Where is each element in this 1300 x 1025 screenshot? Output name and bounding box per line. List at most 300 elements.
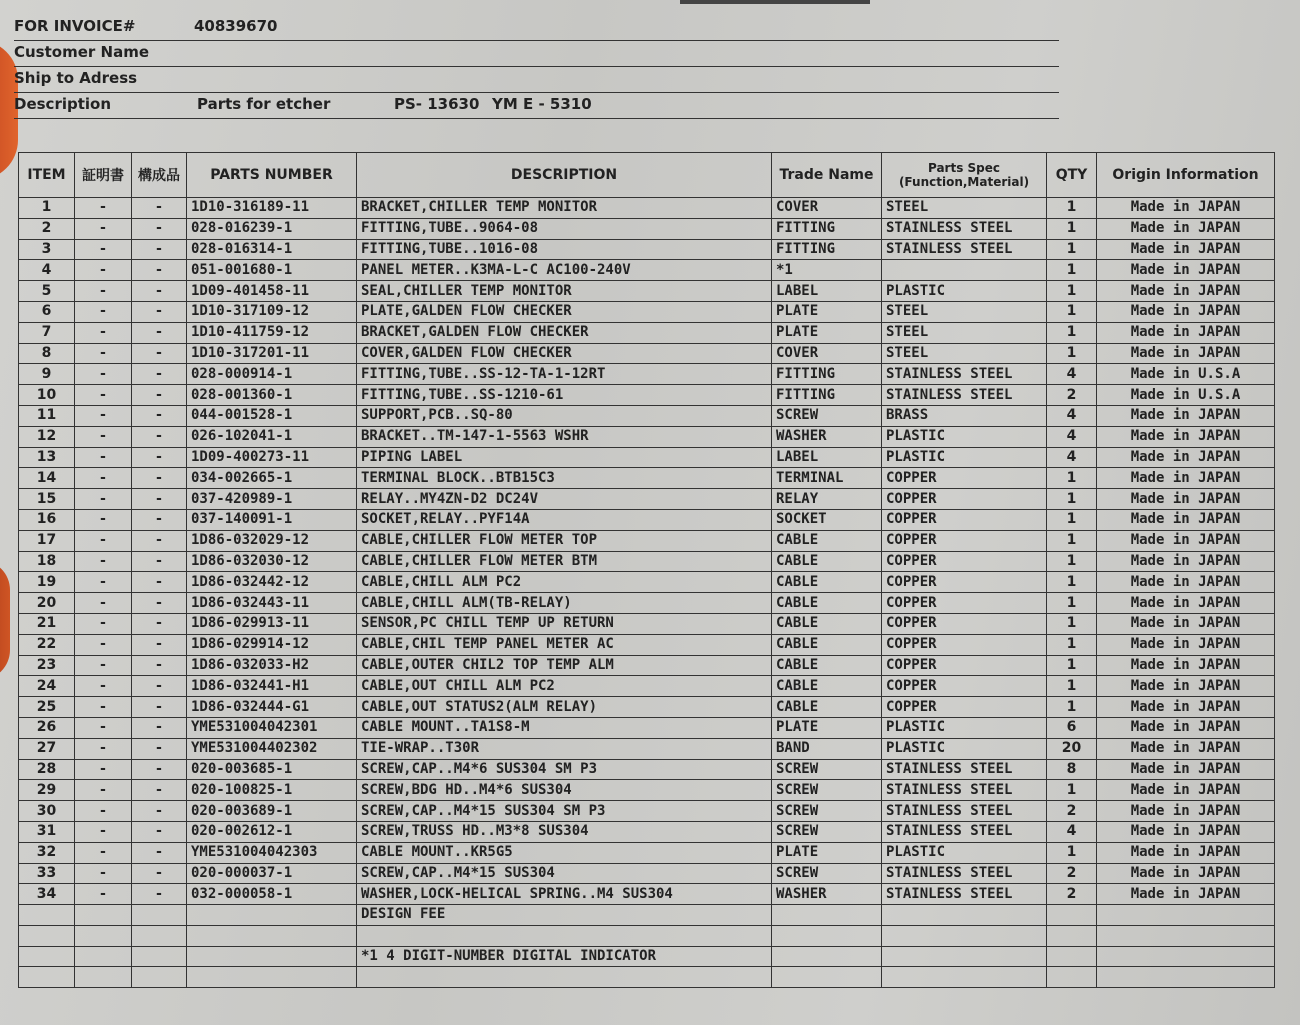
table-row [19, 759, 1275, 780]
cell-origin: Made in JAPAN [1097, 301, 1275, 322]
cell-origin: Made in JAPAN [1097, 697, 1275, 718]
cell-qty: 2 [1047, 863, 1097, 884]
cell-item: 34 [19, 884, 75, 905]
cell-parts-number [187, 925, 357, 946]
cell-trade-name: FITTING [772, 364, 882, 385]
cell-parts-spec: STEEL [882, 198, 1047, 219]
cell-component: - [132, 218, 187, 239]
table-row [19, 260, 1275, 281]
col-origin: Origin Information [1097, 153, 1275, 198]
cell-qty: 8 [1047, 759, 1097, 780]
cell-parts-number: YME531004402302 [187, 738, 357, 759]
cell-item: 17 [19, 530, 75, 551]
cell-qty: 1 [1047, 572, 1097, 593]
cell-origin: Made in JAPAN [1097, 842, 1275, 863]
cell-component: - [132, 198, 187, 219]
cell-component [132, 925, 187, 946]
invoice-row [14, 14, 1059, 41]
description-row [14, 92, 1059, 119]
cell-component: - [132, 426, 187, 447]
table-row [19, 509, 1275, 530]
cell-certificate: - [75, 759, 132, 780]
cell-certificate: - [75, 489, 132, 510]
cell-trade-name: WASHER [772, 426, 882, 447]
cell-origin: Made in JAPAN [1097, 260, 1275, 281]
cell-item [19, 946, 75, 967]
cell-component: - [132, 301, 187, 322]
cell-parts-spec: COPPER [882, 697, 1047, 718]
cell-certificate: - [75, 801, 132, 822]
cell-origin: Made in JAPAN [1097, 218, 1275, 239]
table-row [19, 301, 1275, 322]
cell-certificate: - [75, 676, 132, 697]
cell-parts-number: 1D86-029913-11 [187, 613, 357, 634]
cell-parts-spec: STAINLESS STEEL [882, 218, 1047, 239]
cell-trade-name: TERMINAL [772, 468, 882, 489]
cell-parts-spec: PLASTIC [882, 717, 1047, 738]
cell-description: CABLE,CHILL ALM(TB-RELAY) [357, 593, 772, 614]
cell-component: - [132, 281, 187, 302]
cell-qty: 1 [1047, 676, 1097, 697]
cell-item: 2 [19, 218, 75, 239]
cell-certificate: - [75, 530, 132, 551]
cell-component: - [132, 863, 187, 884]
cell-item [19, 967, 75, 988]
cell-component: - [132, 780, 187, 801]
table-row [19, 738, 1275, 759]
cell-item: 8 [19, 343, 75, 364]
cell-trade-name: CABLE [772, 551, 882, 572]
cell-component: - [132, 530, 187, 551]
cell-description: WASHER,LOCK-HELICAL SPRING..M4 SUS304 [357, 884, 772, 905]
cell-qty: 1 [1047, 634, 1097, 655]
model-number: YM E - 5310 [492, 95, 592, 113]
cell-trade-name: SCREW [772, 780, 882, 801]
cell-origin: Made in JAPAN [1097, 738, 1275, 759]
cell-trade-name: BAND [772, 738, 882, 759]
cell-parts-number: 037-420989-1 [187, 489, 357, 510]
table-row [19, 405, 1275, 426]
cell-item: 32 [19, 842, 75, 863]
cell-qty: 1 [1047, 281, 1097, 302]
table-row [19, 884, 1275, 905]
cell-certificate [75, 946, 132, 967]
cell-origin: Made in JAPAN [1097, 634, 1275, 655]
cell-parts-spec: COPPER [882, 489, 1047, 510]
cell-trade-name: WASHER [772, 884, 882, 905]
cell-origin: Made in U.S.A [1097, 385, 1275, 406]
cell-component: - [132, 489, 187, 510]
table-row [19, 281, 1275, 302]
cell-trade-name: COVER [772, 343, 882, 364]
cell-certificate: - [75, 260, 132, 281]
cell-parts-spec: COPPER [882, 676, 1047, 697]
cell-qty: 6 [1047, 717, 1097, 738]
cell-parts-number: 1D86-032443-11 [187, 593, 357, 614]
cell-certificate: - [75, 551, 132, 572]
cell-qty: 4 [1047, 426, 1097, 447]
cell-parts-number: 1D10-317201-11 [187, 343, 357, 364]
cell-item: 4 [19, 260, 75, 281]
cell-parts-number: 051-001680-1 [187, 260, 357, 281]
description-value: Parts for etcher [197, 95, 331, 113]
cell-description: CABLE,CHILLER FLOW METER BTM [357, 551, 772, 572]
table-row [19, 322, 1275, 343]
cell-item: 22 [19, 634, 75, 655]
table-row [19, 198, 1275, 219]
cell-trade-name: FITTING [772, 218, 882, 239]
cell-parts-spec: STAINLESS STEEL [882, 780, 1047, 801]
cell-parts-spec [882, 946, 1047, 967]
cell-component: - [132, 364, 187, 385]
cell-trade-name: *1 [772, 260, 882, 281]
cell-origin: Made in JAPAN [1097, 281, 1275, 302]
cell-origin: Made in JAPAN [1097, 884, 1275, 905]
cell-item: 12 [19, 426, 75, 447]
cell-certificate [75, 967, 132, 988]
cell-certificate: - [75, 405, 132, 426]
cell-parts-spec: PLASTIC [882, 738, 1047, 759]
customer-label: Customer Name [14, 43, 149, 61]
cell-item: 31 [19, 821, 75, 842]
cell-parts-number: 1D09-400273-11 [187, 447, 357, 468]
cell-parts-spec: STAINLESS STEEL [882, 801, 1047, 822]
cell-qty [1047, 967, 1097, 988]
col-parts-spec [882, 153, 1047, 198]
table-row [19, 530, 1275, 551]
cell-certificate: - [75, 198, 132, 219]
cell-trade-name: CABLE [772, 613, 882, 634]
cell-qty: 1 [1047, 655, 1097, 676]
cell-origin: Made in JAPAN [1097, 509, 1275, 530]
cell-description: CABLE MOUNT..KR5G5 [357, 842, 772, 863]
cell-parts-number: 1D86-032442-12 [187, 572, 357, 593]
cell-trade-name: SCREW [772, 863, 882, 884]
cell-parts-number: 034-002665-1 [187, 468, 357, 489]
cell-item: 23 [19, 655, 75, 676]
table-row [19, 655, 1275, 676]
cell-parts-spec: STAINLESS STEEL [882, 364, 1047, 385]
table-row [19, 218, 1275, 239]
cell-parts-number: 1D86-032033-H2 [187, 655, 357, 676]
table-row [19, 780, 1275, 801]
cell-origin: Made in U.S.A [1097, 364, 1275, 385]
cell-parts-spec [882, 905, 1047, 926]
cell-item: 15 [19, 489, 75, 510]
cell-certificate: - [75, 447, 132, 468]
cell-item: 9 [19, 364, 75, 385]
cell-item: 1 [19, 198, 75, 219]
cell-origin: Made in JAPAN [1097, 489, 1275, 510]
cell-parts-number: 044-001528-1 [187, 405, 357, 426]
cell-certificate: - [75, 572, 132, 593]
cell-parts-spec: STEEL [882, 343, 1047, 364]
cell-trade-name: CABLE [772, 634, 882, 655]
cell-certificate [75, 925, 132, 946]
cell-trade-name [772, 946, 882, 967]
table-row [19, 925, 1275, 946]
cell-description: FITTING,TUBE..SS-12-TA-1-12RT [357, 364, 772, 385]
col-certificate: 証明書 [75, 153, 132, 198]
table-row [19, 842, 1275, 863]
cell-origin: Made in JAPAN [1097, 759, 1275, 780]
col-item: ITEM [19, 153, 75, 198]
cell-origin: Made in JAPAN [1097, 239, 1275, 260]
top-edge-mark [680, 0, 870, 4]
table-row [19, 385, 1275, 406]
cell-certificate: - [75, 634, 132, 655]
cell-description: CABLE,CHILL ALM PC2 [357, 572, 772, 593]
table-row [19, 468, 1275, 489]
cell-description: PIPING LABEL [357, 447, 772, 468]
cell-trade-name: SCREW [772, 801, 882, 822]
cell-trade-name: SCREW [772, 821, 882, 842]
cell-parts-spec: COPPER [882, 509, 1047, 530]
cell-description: RELAY..MY4ZN-D2 DC24V [357, 489, 772, 510]
cell-item: 13 [19, 447, 75, 468]
cell-parts-number: 028-016314-1 [187, 239, 357, 260]
cell-item: 14 [19, 468, 75, 489]
cell-parts-spec: PLASTIC [882, 447, 1047, 468]
cell-component: - [132, 322, 187, 343]
cell-item: 33 [19, 863, 75, 884]
cell-parts-number: 026-102041-1 [187, 426, 357, 447]
cell-certificate: - [75, 884, 132, 905]
cell-certificate: - [75, 842, 132, 863]
cell-parts-number: 028-016239-1 [187, 218, 357, 239]
cell-item: 24 [19, 676, 75, 697]
cell-qty: 1 [1047, 322, 1097, 343]
cell-component: - [132, 821, 187, 842]
cell-component: - [132, 405, 187, 426]
cell-description [357, 925, 772, 946]
table-row [19, 697, 1275, 718]
table-row [19, 343, 1275, 364]
ps-number: PS- 13630 [394, 95, 480, 113]
cell-certificate: - [75, 343, 132, 364]
cell-certificate: - [75, 385, 132, 406]
cell-item: 29 [19, 780, 75, 801]
cell-parts-spec: COPPER [882, 634, 1047, 655]
cell-qty: 2 [1047, 884, 1097, 905]
cell-item: 21 [19, 613, 75, 634]
cell-qty: 1 [1047, 218, 1097, 239]
table-row [19, 613, 1275, 634]
cell-qty: 1 [1047, 260, 1097, 281]
cell-parts-spec: STEEL [882, 322, 1047, 343]
cell-origin: Made in JAPAN [1097, 322, 1275, 343]
cell-description: DESIGN FEE [357, 905, 772, 926]
cell-origin: Made in JAPAN [1097, 198, 1275, 219]
cell-certificate: - [75, 509, 132, 530]
invoice-label: FOR INVOICE# [14, 17, 136, 35]
cell-item: 30 [19, 801, 75, 822]
cell-component: - [132, 509, 187, 530]
cell-component: - [132, 593, 187, 614]
cell-component: - [132, 634, 187, 655]
cell-component [132, 967, 187, 988]
table-row [19, 489, 1275, 510]
cell-item: 26 [19, 717, 75, 738]
table-row [19, 717, 1275, 738]
cell-item: 7 [19, 322, 75, 343]
cell-certificate: - [75, 613, 132, 634]
cell-qty: 1 [1047, 489, 1097, 510]
cell-trade-name: SOCKET [772, 509, 882, 530]
cell-description: SCREW,CAP..M4*6 SUS304 SM P3 [357, 759, 772, 780]
cell-item: 28 [19, 759, 75, 780]
cell-parts-spec: STAINLESS STEEL [882, 239, 1047, 260]
cell-trade-name [772, 967, 882, 988]
cell-origin: Made in JAPAN [1097, 863, 1275, 884]
cell-description: SEAL,CHILLER TEMP MONITOR [357, 281, 772, 302]
col-parts-spec-sub: (Function,Material) [898, 175, 1030, 189]
cell-component: - [132, 385, 187, 406]
table-row [19, 551, 1275, 572]
cell-certificate: - [75, 281, 132, 302]
cell-origin [1097, 925, 1275, 946]
cell-origin: Made in JAPAN [1097, 717, 1275, 738]
cell-parts-number: 1D86-029914-12 [187, 634, 357, 655]
cell-qty: 1 [1047, 468, 1097, 489]
cell-parts-number [187, 967, 357, 988]
cell-trade-name: CABLE [772, 655, 882, 676]
cell-origin: Made in JAPAN [1097, 676, 1275, 697]
col-parts-spec-title: Parts Spec [927, 161, 1001, 175]
cell-qty: 4 [1047, 447, 1097, 468]
cell-description: SCREW,CAP..M4*15 SUS304 [357, 863, 772, 884]
cell-item: 6 [19, 301, 75, 322]
cell-parts-number: 1D86-032444-G1 [187, 697, 357, 718]
cell-parts-number: YME531004042303 [187, 842, 357, 863]
cell-description: BRACKET,CHILLER TEMP MONITOR [357, 198, 772, 219]
cell-component: - [132, 697, 187, 718]
cell-parts-number: 1D86-032441-H1 [187, 676, 357, 697]
cell-parts-spec: COPPER [882, 655, 1047, 676]
cell-parts-number: 032-000058-1 [187, 884, 357, 905]
cell-certificate: - [75, 239, 132, 260]
cell-description: CABLE MOUNT..TA1S8-M [357, 717, 772, 738]
cell-qty: 1 [1047, 697, 1097, 718]
table-row [19, 967, 1275, 988]
cell-qty: 2 [1047, 385, 1097, 406]
cell-parts-spec: COPPER [882, 468, 1047, 489]
cell-description: BRACKET..TM-147-1-5563 WSHR [357, 426, 772, 447]
cell-description: SOCKET,RELAY..PYF14A [357, 509, 772, 530]
cell-origin [1097, 967, 1275, 988]
cell-parts-spec: STEEL [882, 301, 1047, 322]
cell-component: - [132, 572, 187, 593]
cell-qty [1047, 905, 1097, 926]
cell-origin: Made in JAPAN [1097, 426, 1275, 447]
cell-description: PANEL METER..K3MA-L-C AC100-240V [357, 260, 772, 281]
cell-parts-spec: STAINLESS STEEL [882, 884, 1047, 905]
parts-table [18, 152, 1275, 988]
cell-parts-spec: STAINLESS STEEL [882, 759, 1047, 780]
cell-certificate: - [75, 468, 132, 489]
cell-parts-spec [882, 925, 1047, 946]
col-qty: QTY [1047, 153, 1097, 198]
col-component: 構成品 [132, 153, 187, 198]
cell-qty: 1 [1047, 239, 1097, 260]
cell-origin: Made in JAPAN [1097, 593, 1275, 614]
cell-trade-name: SCREW [772, 405, 882, 426]
cell-parts-spec [882, 260, 1047, 281]
cell-component: - [132, 759, 187, 780]
table-row [19, 634, 1275, 655]
cell-parts-number [187, 946, 357, 967]
cell-description: SCREW,CAP..M4*15 SUS304 SM P3 [357, 801, 772, 822]
cell-parts-number: 020-003685-1 [187, 759, 357, 780]
cell-certificate: - [75, 697, 132, 718]
cell-qty: 1 [1047, 780, 1097, 801]
table-row [19, 239, 1275, 260]
cell-item: 27 [19, 738, 75, 759]
cell-description: BRACKET,GALDEN FLOW CHECKER [357, 322, 772, 343]
cell-certificate: - [75, 218, 132, 239]
cell-qty: 4 [1047, 364, 1097, 385]
cell-trade-name: LABEL [772, 447, 882, 468]
cell-origin: Made in JAPAN [1097, 613, 1275, 634]
cell-description [357, 967, 772, 988]
cell-description: FITTING,TUBE..1016-08 [357, 239, 772, 260]
cell-description: TIE-WRAP..T30R [357, 738, 772, 759]
description-label: Description [14, 95, 112, 113]
table-row [19, 676, 1275, 697]
cell-item: 3 [19, 239, 75, 260]
cell-origin: Made in JAPAN [1097, 343, 1275, 364]
cell-certificate: - [75, 364, 132, 385]
cell-trade-name: RELAY [772, 489, 882, 510]
cell-qty: 4 [1047, 405, 1097, 426]
cell-item [19, 925, 75, 946]
cell-parts-number: 1D86-032029-12 [187, 530, 357, 551]
ship-label: Ship to Adress [14, 69, 138, 87]
cell-trade-name: PLATE [772, 322, 882, 343]
cell-component: - [132, 655, 187, 676]
cell-description: FITTING,TUBE..9064-08 [357, 218, 772, 239]
cell-qty: 1 [1047, 613, 1097, 634]
cell-item [19, 905, 75, 926]
cell-trade-name [772, 925, 882, 946]
cell-item: 25 [19, 697, 75, 718]
cell-component: - [132, 551, 187, 572]
cell-parts-number: 1D09-401458-11 [187, 281, 357, 302]
cell-item: 5 [19, 281, 75, 302]
cell-component: - [132, 676, 187, 697]
cell-component: - [132, 717, 187, 738]
cell-trade-name: FITTING [772, 385, 882, 406]
cell-parts-number: YME531004042301 [187, 717, 357, 738]
cell-parts-spec: COPPER [882, 613, 1047, 634]
cell-parts-number: 1D86-032030-12 [187, 551, 357, 572]
cell-certificate: - [75, 301, 132, 322]
cell-parts-spec [882, 967, 1047, 988]
cell-trade-name: PLATE [772, 842, 882, 863]
cell-parts-number: 037-140091-1 [187, 509, 357, 530]
cell-item: 10 [19, 385, 75, 406]
cell-item: 19 [19, 572, 75, 593]
cell-item: 16 [19, 509, 75, 530]
cell-item: 20 [19, 593, 75, 614]
cell-certificate: - [75, 593, 132, 614]
cell-trade-name: LABEL [772, 281, 882, 302]
cell-certificate: - [75, 717, 132, 738]
cell-parts-spec: BRASS [882, 405, 1047, 426]
table-row [19, 447, 1275, 468]
cell-parts-number: 1D10-411759-12 [187, 322, 357, 343]
cell-qty: 1 [1047, 343, 1097, 364]
